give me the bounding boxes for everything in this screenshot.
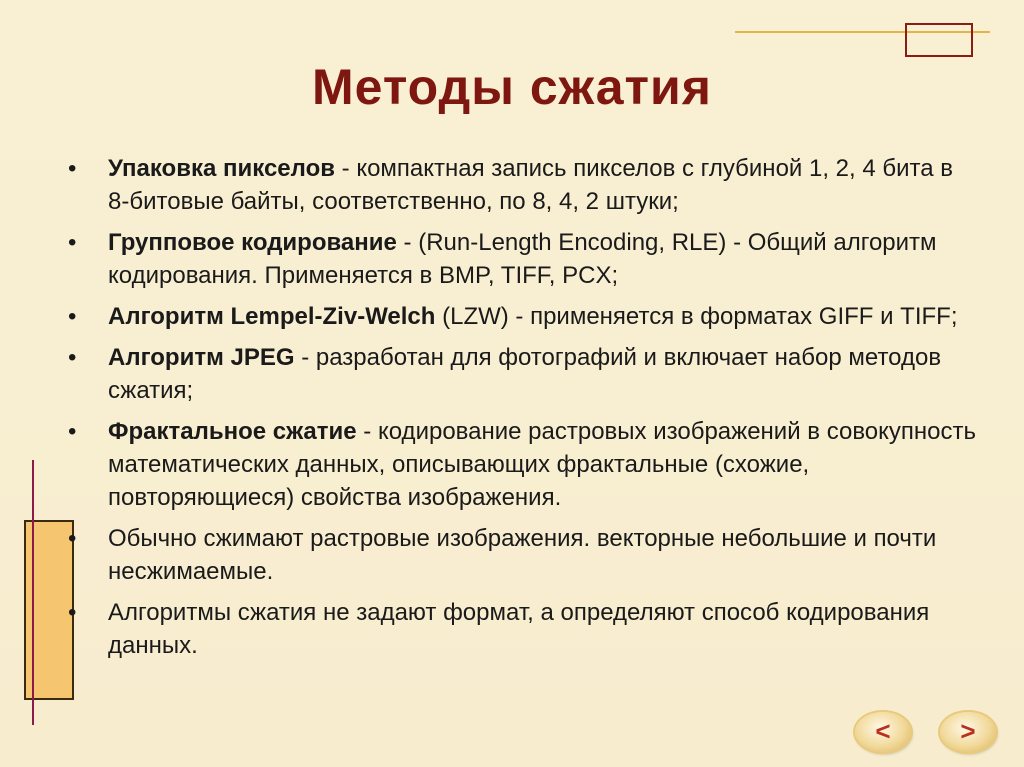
decorative-box-top (905, 23, 973, 57)
bullet-text: Обычно сжимают растровые изображения. векторные небольшие и почти несжимаемые. (108, 525, 937, 585)
bullet-item (68, 152, 978, 218)
bullet-text: Алгоритмы сжатия не задают формат, а определяют способ кодирования данных. (108, 599, 930, 659)
chevron-right-icon: > (960, 716, 976, 746)
next-slide-button[interactable] (940, 712, 996, 752)
bullet-list (68, 152, 978, 670)
bullet-text: - компактная запись пикселов с глубиной 1, 2, 4 бита в 8-битовые байты, соответственно, по 8, 4, 2 штуки; (108, 155, 954, 215)
bullet-item (68, 596, 978, 662)
bullet-text: - разработан для фотографий и включает набор методов сжатия; (108, 344, 942, 404)
bullet-term: Фрактальное сжатие (108, 418, 357, 445)
bullet-item (68, 226, 978, 292)
bullet-term: Упаковка пикселов (108, 155, 335, 182)
bullet-text: (LZW) - применяется в форматах GIFF и TIFF; (435, 303, 958, 330)
bullet-item (68, 522, 978, 588)
bullet-dot: • (68, 418, 77, 445)
bullet-term: Алгоритм Lempel-Ziv-Welch (108, 303, 436, 330)
bullet-dot: • (68, 303, 77, 330)
bullet-term: Групповое кодирование (108, 229, 397, 256)
bullet-text: - (Run-Length Encoding, RLE) - Общий алгоритм кодирования. Применяется в BMP, TIFF, PCX; (108, 229, 937, 289)
slide-title: Методы сжатия (312, 59, 712, 115)
previous-slide-button[interactable] (855, 712, 911, 752)
bullet-dot: • (68, 155, 77, 182)
decorative-line-left (32, 460, 34, 725)
bullet-dot: • (68, 525, 77, 552)
bullet-dot: • (68, 599, 77, 626)
bullet-dot: • (68, 229, 77, 256)
bullet-item (68, 300, 978, 333)
bullet-item (68, 341, 978, 407)
bullet-term: Алгоритм JPEG (108, 344, 295, 371)
bullet-dot: • (68, 344, 77, 371)
chevron-left-icon: < (875, 716, 891, 746)
bullet-text: - кодирование растровых изображений в совокупность математических данных, описывающих фрактальные (схожие, повторяющиеся) свойства изображения. (108, 418, 977, 511)
bullet-item (68, 415, 978, 514)
